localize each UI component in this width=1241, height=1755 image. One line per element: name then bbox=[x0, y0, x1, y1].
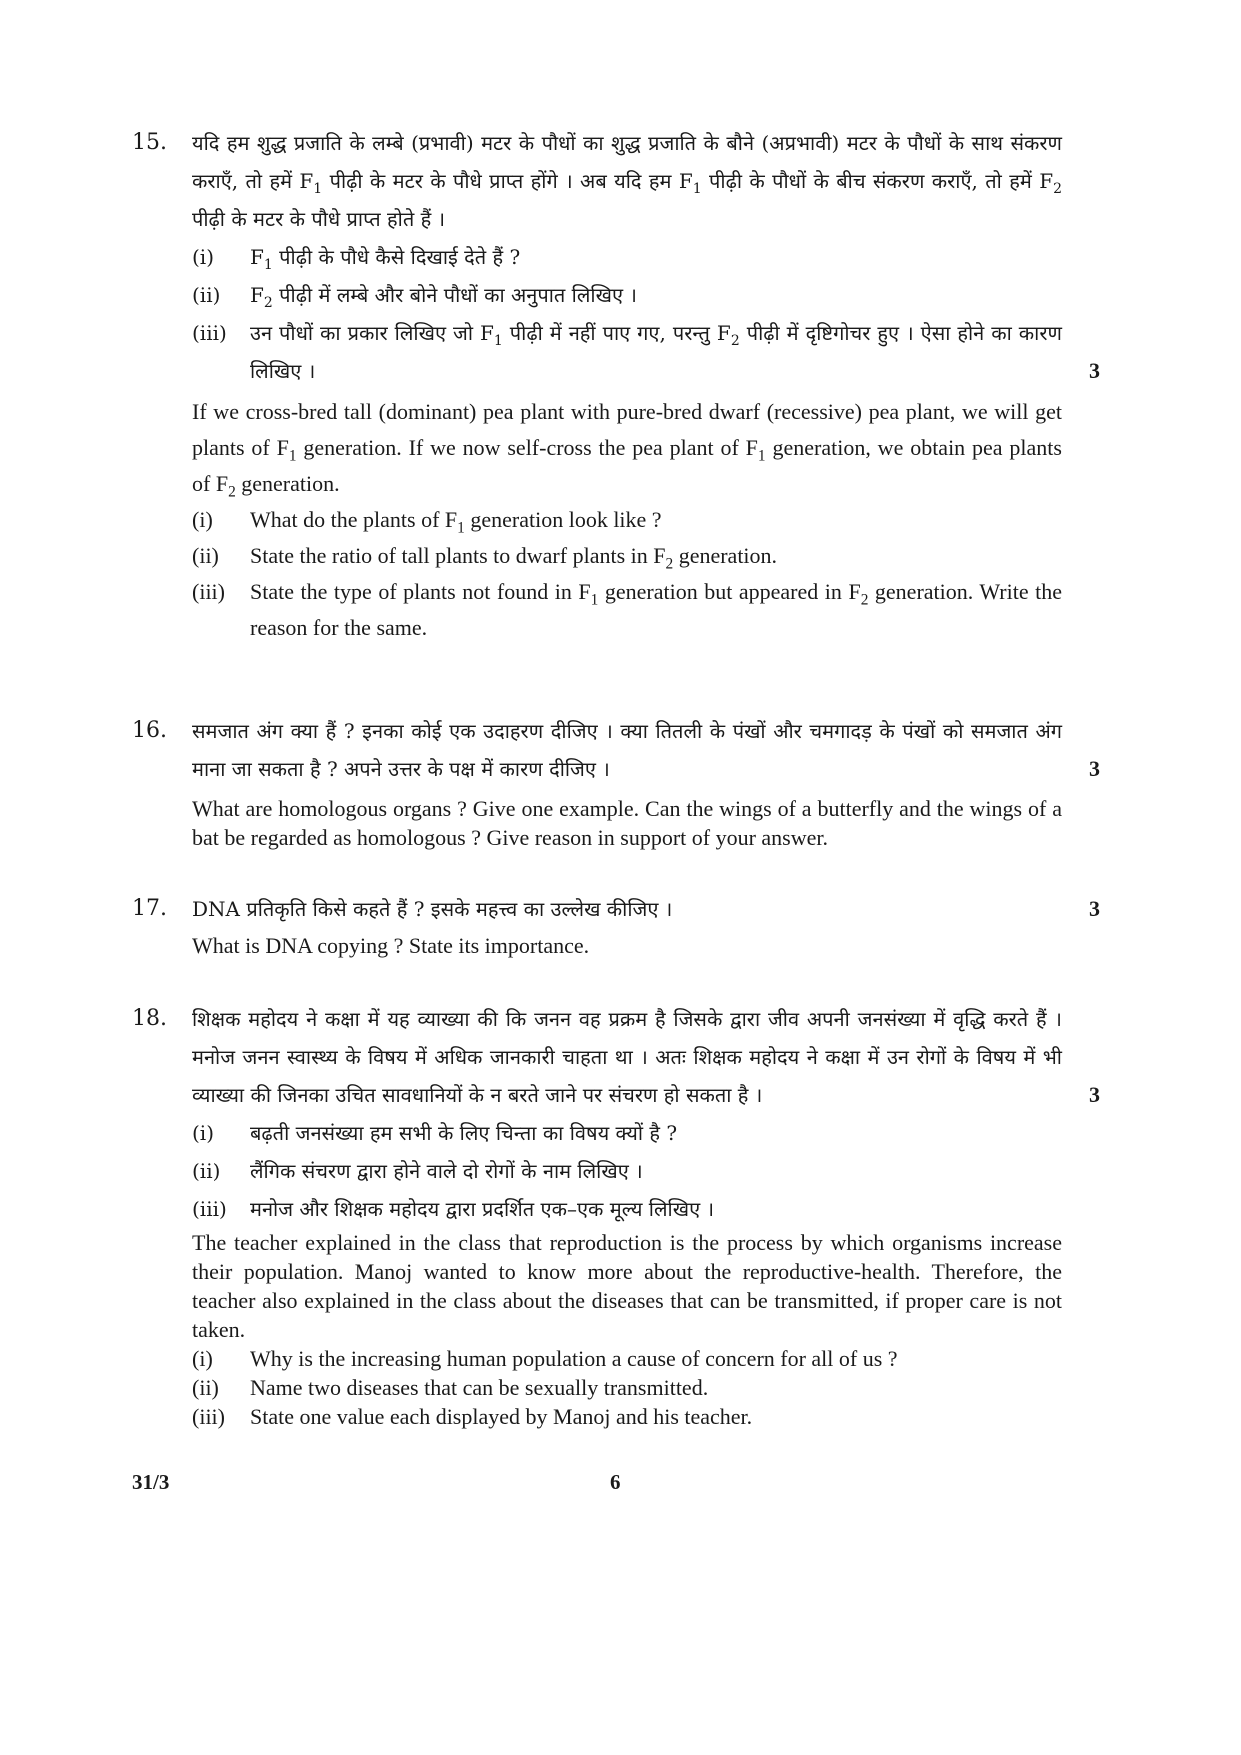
hindi-subpart: (i) $F_1$ पीढ़ी के पौधे कैसे दिखाई देते हैं ? bbox=[192, 245, 521, 273]
hindi-subpart: (ii) लैंगिक संचरण द्वारा होने वाले दो रोगों के नाम लिखिए । bbox=[192, 1159, 643, 1183]
question-18 bbox=[132, 1000, 1100, 1431]
english-subpart: (ii) Name two diseases that can be sexually transmitted. bbox=[192, 1375, 709, 1400]
question-hindi-text: यदि हम शुद्ध प्रजाति के लम्बे (प्रभावी) मटर के पौधों का शुद्ध प्रजाति के बौने (अप्रभावी) मटर के पौधों के साथ संकरण कराएँ, तो हमें $F_1$ पीढ़ी के मटर के पौधे प्राप्त होंगे । अब यदि हम $F_1$ पीढ़ी के पौधों के बीच संकरण कराएँ, तो हमें $F_2$ पीढ़ी के मटर के पौधे प्राप्त होते हैं । bbox=[192, 131, 1062, 231]
hindi-subpart: (iii) उन पौधों का प्रकार लिखिए जो $F_1$ पीढ़ी में नहीं पाए गए, परन्तु $F_2$ पीढ़ी में दृष्टिगोचर हुए । ऐसा होने का कारण लिखिए । 3 bbox=[192, 314, 1062, 390]
marks: 3 bbox=[1089, 756, 1100, 781]
question-hindi-text: DNA प्रतिकृति किसे कहते हैं ? इसके महत्त्व का उल्लेख कीजिए । 3 bbox=[192, 890, 1062, 928]
page-number: 6 bbox=[610, 1470, 621, 1494]
question-17 bbox=[132, 890, 1100, 964]
question-english-text: What are homologous organs ? Give one example. Can the wings of a butterfly and the wings of a bat be regarded as homologous ? Give reason in support of your answer. bbox=[192, 796, 1062, 850]
english-subpart: (i) What do the plants of $F_1$ generation look like ? bbox=[192, 507, 662, 537]
question-15 bbox=[132, 124, 1100, 646]
english-subpart: (iii) State one value each displayed by Manoj and his teacher. bbox=[192, 1404, 753, 1429]
question-16 bbox=[132, 712, 1100, 852]
hindi-subpart: (iii) मनोज और शिक्षक महोदय द्वारा प्रदर्शित एक–एक मूल्य लिखिए । bbox=[192, 1197, 715, 1221]
hindi-subpart: (i) बढ़ती जनसंख्या हम सभी के लिए चिन्ता का विषय क्यों है ? bbox=[192, 1121, 678, 1145]
marks: 3 bbox=[1089, 1082, 1100, 1107]
english-subpart: (iii) State the type of plants not found in $F_1$ generation but appeared in $F_2$ generation. Write the reason for the same. bbox=[192, 579, 1062, 640]
question-hindi-text: शिक्षक महोदय ने कक्षा में यह व्याख्या की कि जनन वह प्रक्रम है जिसके द्वारा जीव अपनी जनसंख्या में वृद्धि करते हैं । मनोज जनन स्वास्थ्य के विषय में अधिक जानकारी चाहता था । अतः शिक्षक महोदय ने कक्षा में उन रोगों के विषय में भी व्याख्या की जिनका उचित सावधानियों के न बरते जाने पर संचरण हो सकता है । 3 bbox=[192, 1000, 1062, 1114]
question-english-text: What is DNA copying ? State its importance. bbox=[192, 933, 590, 958]
question-hindi-text: समजात अंग क्या हैं ? इनका कोई एक उदाहरण दीजिए । क्या तितली के पंखों और चमगादड़ के पंखों को समजात अंग माना जा सकता है ? अपने उत्तर के पक्ष में कारण दीजिए । 3 bbox=[192, 712, 1062, 788]
paper-code: 31/3 bbox=[132, 1470, 170, 1494]
hindi-subpart: (ii) $F_2$ पीढ़ी में लम्बे और बोने पौधों का अनुपात लिखिए । bbox=[192, 283, 637, 311]
question-english-text: If we cross-bred tall (dominant) pea plant with pure-bred dwarf (recessive) pea plant, we will get plants of $F_1$ generation. If we now self-cross the pea plant of $F_1$ generation, we obtain pea plants of $F_2$ generation. bbox=[192, 399, 1062, 501]
question-number: 17. bbox=[132, 896, 167, 921]
question-number: 16. bbox=[132, 718, 167, 743]
question-english-text: The teacher explained in the class that reproduction is the process by which organisms increase their population. Manoj wanted to know more about the reproductive-health. Therefore, the teacher also explained in the class about the diseases that can be transmitted, if proper care is not taken. bbox=[192, 1230, 1062, 1342]
english-subpart: (i) Why is the increasing human population a cause of concern for all of us ? bbox=[192, 1346, 898, 1371]
marks: 3 bbox=[1089, 896, 1100, 921]
question-number: 18. bbox=[132, 1006, 167, 1031]
question-number: 15. bbox=[132, 130, 167, 155]
english-subpart: (ii) State the ratio of tall plants to dwarf plants in $F_2$ generation. bbox=[192, 543, 778, 573]
marks: 3 bbox=[1089, 358, 1100, 383]
